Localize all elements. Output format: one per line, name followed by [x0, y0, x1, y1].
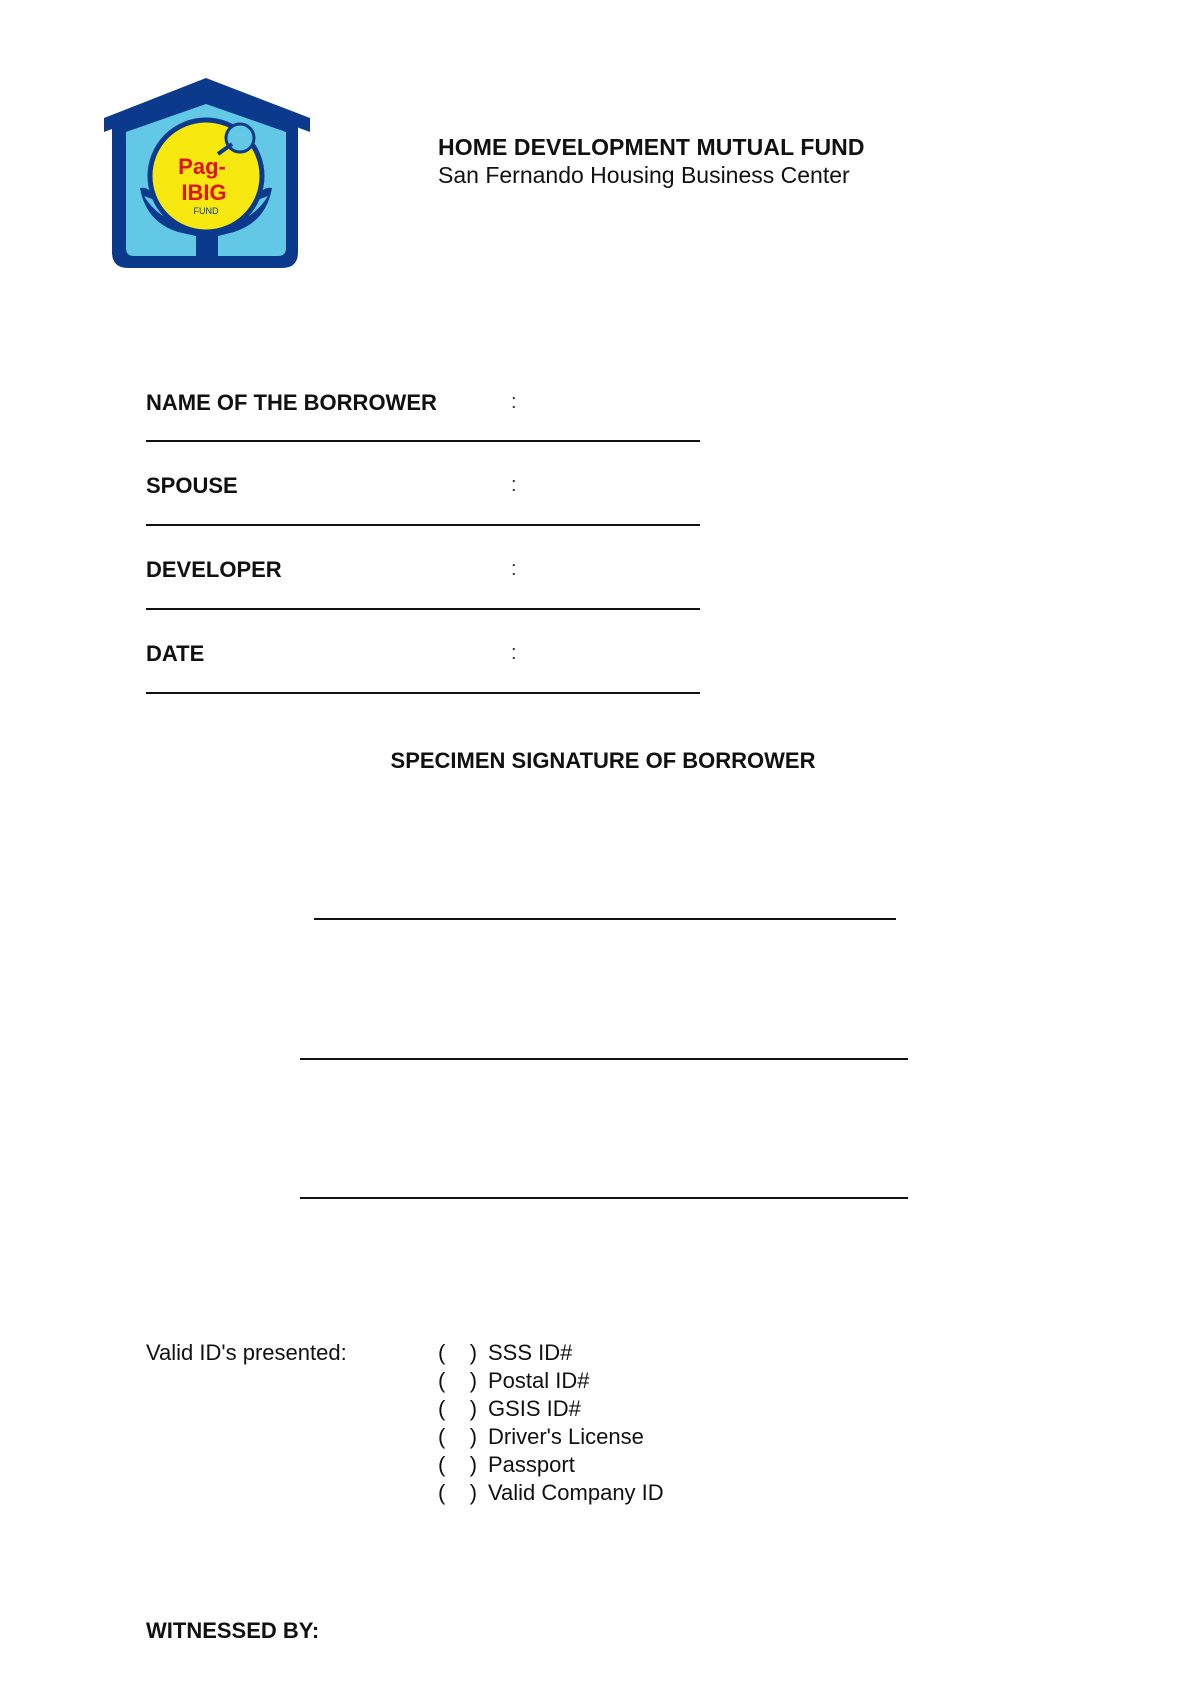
developer-line[interactable] [146, 608, 700, 610]
id-option-label: GSIS ID# [488, 1396, 581, 1421]
checkbox[interactable]: ( ) [438, 1396, 478, 1421]
field-label-developer: DEVELOPER [146, 557, 282, 582]
signature-line-2[interactable] [300, 1058, 908, 1060]
signature-line-1[interactable] [314, 918, 896, 920]
checkbox[interactable]: ( ) [438, 1368, 478, 1393]
org-center: San Fernando Housing Business Center [438, 162, 850, 188]
id-option-label: Driver's License [488, 1424, 644, 1449]
id-option-label: Valid Company ID [488, 1480, 664, 1505]
field-colon: : [511, 474, 517, 496]
witnessed-by-label: WITNESSED BY: [146, 1618, 320, 1643]
date-line[interactable] [146, 692, 700, 694]
id-option-postal[interactable] [438, 1368, 590, 1396]
id-option-passport[interactable] [438, 1452, 575, 1480]
spouse-line[interactable] [146, 524, 700, 526]
org-name: HOME DEVELOPMENT MUTUAL FUND [438, 134, 865, 160]
field-label-borrower-name: NAME OF THE BORROWER [146, 390, 437, 415]
field-label-spouse: SPOUSE [146, 473, 238, 498]
checkbox[interactable]: ( ) [438, 1480, 478, 1505]
borrower-name-line[interactable] [146, 440, 700, 442]
signature-line-3[interactable] [300, 1197, 908, 1199]
field-colon: : [511, 558, 517, 580]
checkbox[interactable]: ( ) [438, 1452, 478, 1477]
logo-text-ibig: IBIG [181, 180, 227, 205]
field-colon: : [511, 391, 517, 413]
id-option-gsis[interactable] [438, 1396, 581, 1424]
checkbox[interactable]: ( ) [438, 1340, 478, 1365]
id-option-label: SSS ID# [488, 1340, 573, 1365]
id-option-label: Passport [488, 1452, 575, 1477]
pag-ibig-logo [100, 76, 316, 272]
valid-ids-label: Valid ID's presented: [146, 1340, 347, 1365]
id-option-label: Postal ID# [488, 1368, 590, 1393]
checkbox[interactable]: ( ) [438, 1424, 478, 1449]
logo-text-fund: FUND [193, 206, 219, 216]
id-option-sss[interactable] [438, 1340, 572, 1368]
field-label-date: DATE [146, 641, 205, 666]
id-option-drivers-license[interactable] [438, 1424, 644, 1452]
field-colon: : [511, 642, 517, 664]
logo-text-pag: Pag- [178, 154, 226, 179]
id-option-company-id[interactable] [438, 1480, 664, 1508]
specimen-signature-title: SPECIMEN SIGNATURE OF BORROWER [390, 748, 816, 773]
